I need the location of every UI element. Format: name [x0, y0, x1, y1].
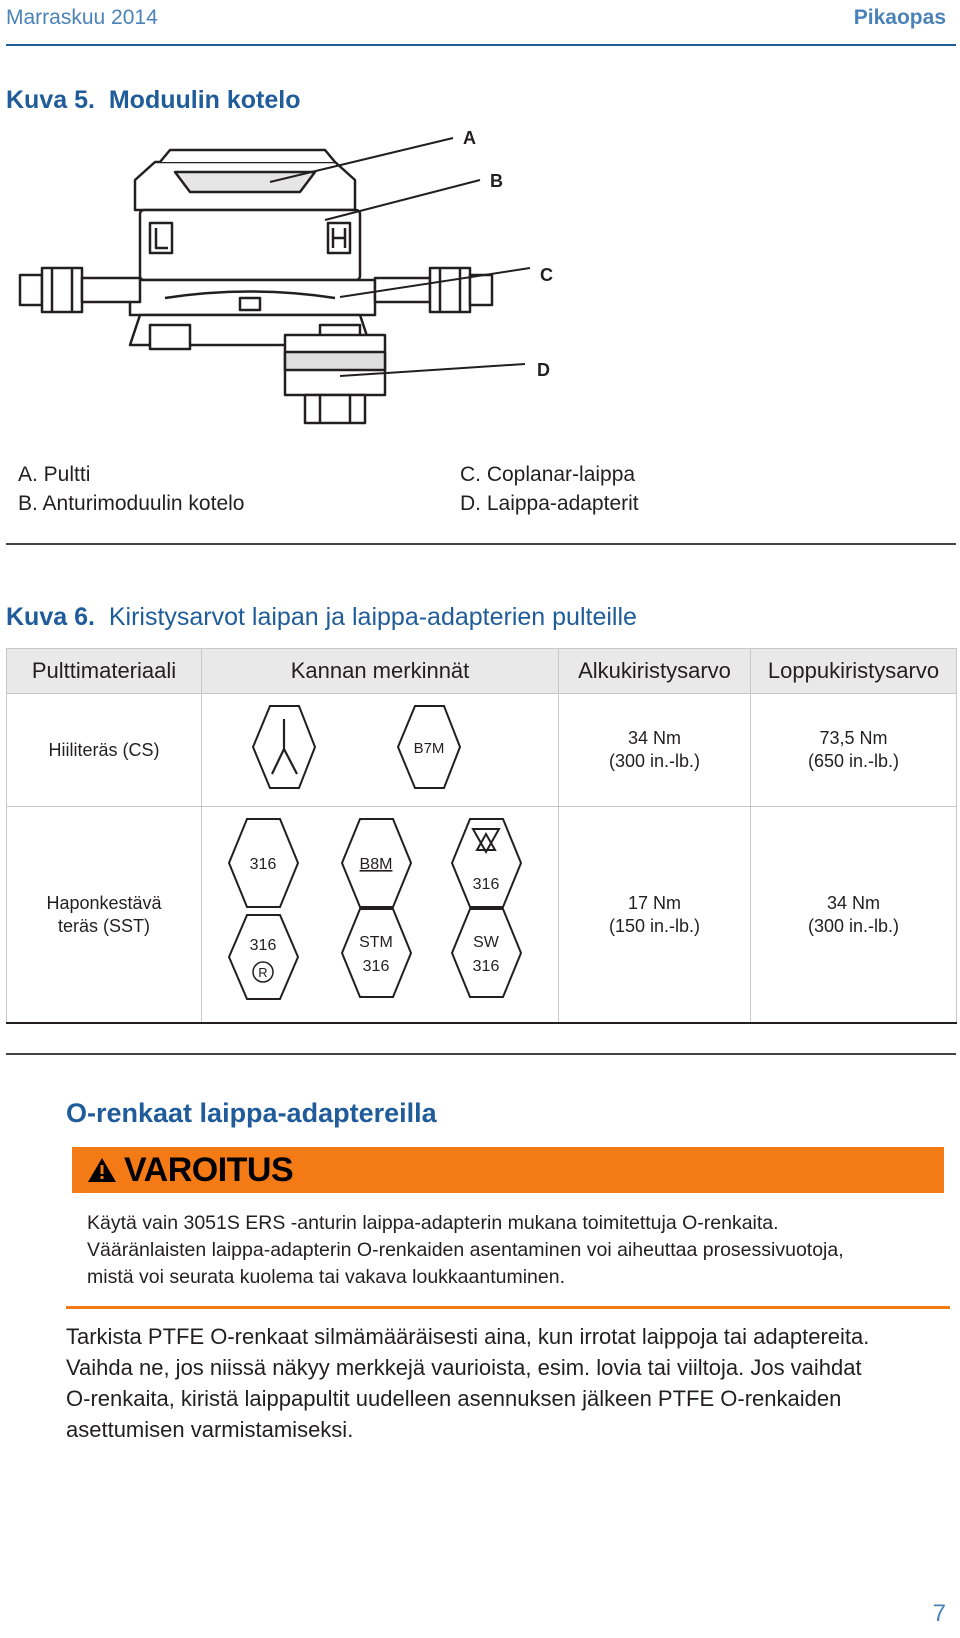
figure-5-caption: Moduulin kotelo [108, 86, 301, 114]
material-cell [7, 807, 202, 1024]
section-rule [6, 543, 956, 545]
sst-mark-316-b: 316 [472, 876, 500, 893]
sst-mark-316-c: 316 [249, 937, 277, 954]
table-row [7, 694, 957, 807]
body-line: asettumisen varmistamiseksi. [66, 1417, 354, 1442]
header-date: Marraskuu 2014 [6, 6, 158, 29]
legend-item-a: A. Pultti [18, 463, 91, 486]
figure-6-caption: Kiristysarvot laipan ja laippa-adapterien pulteille [108, 603, 637, 631]
body-paragraph [66, 1321, 956, 1445]
body-line: Tarkista PTFE O-renkaat silmämääräisesti aina, kun irrotat laippoja tai adaptereita. [66, 1324, 870, 1349]
warning-rule [66, 1306, 950, 1309]
initial-torque-cell [559, 807, 751, 1024]
warning-triangle-icon [86, 1156, 118, 1184]
material-cell: Hiiliteräs (CS) [7, 694, 202, 807]
sst-mark-sw: SW [473, 934, 499, 951]
sst-mark-b8m: B8M [359, 856, 393, 873]
header-doc-type: Pikaopas [853, 6, 946, 29]
page-number: 7 [932, 1600, 946, 1627]
callout-c: C [540, 265, 553, 285]
figure-5-legend-left [18, 460, 244, 518]
sst-mark-r: R [258, 965, 268, 980]
callout-b: B [490, 171, 503, 191]
sst-mark-316-e: 316 [472, 958, 500, 975]
sst-mark-stm: STM [359, 934, 393, 951]
figure-6-title [6, 603, 637, 632]
figure-5-title [6, 86, 300, 115]
final-torque-inlb: (300 in.-lb.) [807, 915, 900, 936]
sst-mark-316-d: 316 [362, 958, 390, 975]
sst-mark-316-a: 316 [249, 856, 277, 873]
col-header-material: Pulttimateriaali [7, 649, 202, 694]
col-header-initial: Alkukiristysarvo [559, 649, 751, 694]
initial-torque-inlb: (150 in.-lb.) [608, 915, 701, 936]
initial-torque-inlb: (300 in.-lb.) [608, 751, 701, 771]
final-torque-cell [751, 694, 957, 807]
torque-table [6, 648, 957, 1024]
module-housing-illustration [0, 120, 960, 440]
warning-line: Vääränlaisten laippa-adapterin O-renkaiden asentaminen voi aiheuttaa prosessivuotoja, [87, 1239, 844, 1261]
figure-5-label: Kuva 5. [6, 86, 95, 114]
markings-cell [202, 694, 559, 807]
legend-item-d: D. Laippa-adapterit [460, 492, 639, 515]
section-title: O-renkaat laippa-adaptereilla [66, 1098, 437, 1128]
warning-line: Käytä vain 3051S ERS -anturin laippa-adapterin mukana toimitettuja O-renkaita. [87, 1212, 779, 1234]
cs-marking-b7m: B7M [413, 740, 445, 757]
warning-label: VAROITUS [124, 1150, 294, 1189]
material-line-2: teräs (SST) [57, 915, 150, 936]
body-line: Vaihda ne, jos niissä näkyy merkkejä vaurioista, esim. lovia tai viiltoja. Jos vaihdat [66, 1355, 862, 1380]
final-torque-nm: 34 Nm [826, 892, 880, 913]
final-torque-cell [751, 807, 957, 1024]
material-line-1: Haponkestävä [46, 892, 162, 913]
figure-5-legend-right [460, 460, 639, 518]
section-rule [6, 1053, 956, 1055]
body-line: O-renkaita, kiristä laippapultit uudelleen asennuksen jälkeen PTFE O-renkaiden [66, 1386, 842, 1411]
col-header-markings: Kannan merkinnät [202, 649, 559, 694]
col-header-final: Loppukiristysarvo [751, 649, 957, 694]
header-rule [6, 44, 956, 46]
initial-torque-cell [559, 694, 751, 807]
callout-d: D [537, 360, 550, 380]
table-row [7, 807, 957, 1024]
markings-cell [202, 807, 559, 1024]
cs-marking-hexes [202, 694, 559, 801]
figure-6-label: Kuva 6. [6, 603, 95, 631]
initial-torque-nm: 17 Nm [627, 892, 681, 913]
final-torque-inlb: (650 in.-lb.) [807, 751, 900, 771]
warning-bar [72, 1147, 944, 1193]
warning-line: mistä voi seurata kuolema tai vakava loukkaantuminen. [87, 1266, 565, 1288]
legend-item-c: C. Coplanar-laippa [460, 463, 636, 486]
callout-a: A [463, 128, 476, 148]
warning-text [87, 1210, 947, 1291]
legend-item-b: B. Anturimoduulin kotelo [18, 492, 245, 515]
final-torque-nm: 73,5 Nm [819, 728, 888, 748]
table-header-row [7, 649, 957, 694]
initial-torque-nm: 34 Nm [627, 728, 681, 748]
sst-marking-hexes [202, 807, 559, 1017]
